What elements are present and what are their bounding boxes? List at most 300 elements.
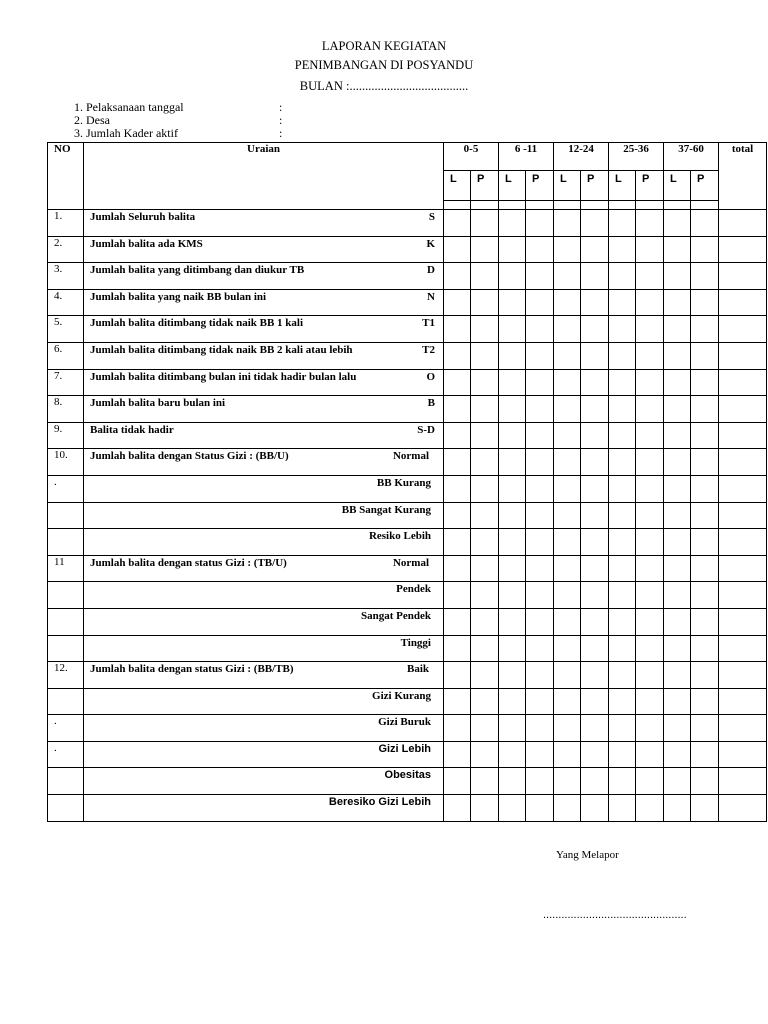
data-cell[interactable]	[719, 529, 767, 556]
data-cell[interactable]	[554, 342, 581, 369]
data-cell[interactable]	[526, 688, 554, 715]
data-cell[interactable]	[526, 768, 554, 795]
data-cell[interactable]	[471, 608, 499, 635]
data-cell[interactable]	[526, 795, 554, 822]
data-cell[interactable]	[664, 475, 691, 502]
data-cell[interactable]	[691, 741, 719, 768]
data-cell[interactable]	[664, 662, 691, 689]
data-cell[interactable]	[581, 449, 609, 476]
data-cell[interactable]	[471, 396, 499, 423]
data-cell[interactable]	[444, 768, 471, 795]
data-cell[interactable]	[609, 662, 636, 689]
data-cell[interactable]	[719, 715, 767, 742]
row-number: 12.	[48, 662, 84, 689]
data-cell[interactable]	[444, 316, 471, 343]
data-cell[interactable]	[471, 369, 499, 396]
data-cell[interactable]	[719, 608, 767, 635]
header-total: total	[719, 143, 767, 210]
data-cell[interactable]	[691, 582, 719, 609]
row-description	[84, 316, 444, 343]
data-cell[interactable]	[526, 475, 554, 502]
data-cell[interactable]	[526, 422, 554, 449]
data-cell[interactable]	[664, 529, 691, 556]
data-cell[interactable]	[609, 555, 636, 582]
data-cell[interactable]	[471, 662, 499, 689]
data-cell[interactable]	[526, 342, 554, 369]
data-cell[interactable]	[499, 688, 526, 715]
row-category: Gizi Lebih	[378, 742, 431, 755]
data-cell[interactable]	[664, 582, 691, 609]
data-cell[interactable]	[609, 502, 636, 529]
data-cell[interactable]	[499, 449, 526, 476]
data-cell[interactable]	[526, 210, 554, 237]
header-age-group: 37-60	[664, 143, 719, 171]
data-cell[interactable]	[609, 795, 636, 822]
data-cell[interactable]	[636, 369, 664, 396]
data-cell[interactable]	[444, 289, 471, 316]
data-cell[interactable]	[526, 582, 554, 609]
data-cell[interactable]	[636, 201, 664, 210]
data-cell[interactable]	[499, 316, 526, 343]
data-cell[interactable]	[444, 422, 471, 449]
data-cell[interactable]	[554, 715, 581, 742]
data-cell[interactable]	[636, 555, 664, 582]
data-cell[interactable]	[636, 715, 664, 742]
data-cell[interactable]	[691, 289, 719, 316]
row-description	[84, 396, 444, 423]
data-cell[interactable]	[664, 236, 691, 263]
data-cell[interactable]	[526, 608, 554, 635]
data-cell[interactable]	[636, 475, 664, 502]
data-cell[interactable]	[636, 316, 664, 343]
data-cell[interactable]	[499, 741, 526, 768]
data-cell[interactable]	[719, 795, 767, 822]
data-cell[interactable]	[581, 662, 609, 689]
data-cell[interactable]	[444, 635, 471, 662]
data-cell[interactable]	[581, 236, 609, 263]
data-cell[interactable]	[471, 316, 499, 343]
row-description	[84, 715, 444, 742]
data-cell[interactable]	[719, 422, 767, 449]
row-code: T2	[422, 343, 435, 356]
data-cell[interactable]	[499, 662, 526, 689]
data-cell[interactable]	[719, 210, 767, 237]
data-cell[interactable]	[719, 688, 767, 715]
data-cell[interactable]	[636, 502, 664, 529]
data-cell[interactable]	[581, 396, 609, 423]
data-cell[interactable]	[609, 210, 636, 237]
data-cell[interactable]	[471, 582, 499, 609]
row-description	[84, 529, 444, 556]
data-cell[interactable]	[499, 396, 526, 423]
data-cell[interactable]	[664, 289, 691, 316]
data-cell[interactable]	[444, 236, 471, 263]
data-cell[interactable]	[499, 289, 526, 316]
data-cell[interactable]	[581, 768, 609, 795]
data-cell[interactable]	[499, 422, 526, 449]
row-code: S-D	[417, 423, 435, 436]
header-sex-label: L	[664, 171, 691, 201]
data-cell[interactable]	[554, 608, 581, 635]
data-cell[interactable]	[581, 555, 609, 582]
header-no: NO	[48, 143, 84, 210]
data-cell[interactable]	[691, 210, 719, 237]
data-cell[interactable]	[471, 236, 499, 263]
data-cell[interactable]	[609, 768, 636, 795]
data-cell[interactable]	[719, 236, 767, 263]
data-cell[interactable]	[636, 529, 664, 556]
data-cell[interactable]	[664, 608, 691, 635]
data-cell[interactable]	[499, 529, 526, 556]
data-cell[interactable]	[471, 422, 499, 449]
data-cell[interactable]	[636, 662, 664, 689]
data-cell[interactable]	[554, 236, 581, 263]
data-cell[interactable]	[581, 316, 609, 343]
data-cell[interactable]	[581, 688, 609, 715]
data-cell[interactable]	[526, 555, 554, 582]
data-cell[interactable]	[691, 449, 719, 476]
data-cell[interactable]	[499, 201, 526, 210]
data-cell[interactable]	[554, 688, 581, 715]
data-cell[interactable]	[609, 582, 636, 609]
data-cell[interactable]	[636, 449, 664, 476]
data-cell[interactable]	[444, 795, 471, 822]
data-cell[interactable]	[554, 201, 581, 210]
row-number: 6.	[48, 342, 84, 369]
data-cell[interactable]	[719, 741, 767, 768]
data-cell[interactable]	[554, 263, 581, 290]
data-cell[interactable]	[636, 741, 664, 768]
data-cell[interactable]	[471, 768, 499, 795]
data-cell[interactable]	[526, 449, 554, 476]
data-cell[interactable]	[609, 369, 636, 396]
data-cell[interactable]	[664, 263, 691, 290]
data-cell[interactable]	[499, 475, 526, 502]
data-cell[interactable]	[691, 688, 719, 715]
data-cell[interactable]	[691, 502, 719, 529]
data-cell[interactable]	[581, 422, 609, 449]
data-cell[interactable]	[526, 635, 554, 662]
data-cell[interactable]	[609, 688, 636, 715]
data-cell[interactable]	[636, 210, 664, 237]
data-cell[interactable]	[499, 795, 526, 822]
data-cell[interactable]	[609, 715, 636, 742]
data-cell[interactable]	[664, 502, 691, 529]
data-cell[interactable]	[609, 289, 636, 316]
data-cell[interactable]	[471, 201, 499, 210]
data-cell[interactable]	[554, 768, 581, 795]
data-cell[interactable]	[664, 210, 691, 237]
data-cell[interactable]	[444, 555, 471, 582]
row-text: Balita tidak hadir	[90, 423, 174, 436]
row-code: S	[428, 211, 435, 223]
data-cell[interactable]	[554, 449, 581, 476]
data-cell[interactable]	[664, 768, 691, 795]
data-cell[interactable]	[636, 342, 664, 369]
row-description	[84, 741, 444, 768]
data-cell[interactable]	[691, 795, 719, 822]
data-cell[interactable]	[581, 502, 609, 529]
data-cell[interactable]	[636, 236, 664, 263]
data-cell[interactable]	[471, 688, 499, 715]
data-cell[interactable]	[581, 795, 609, 822]
data-cell[interactable]	[526, 201, 554, 210]
data-cell[interactable]	[691, 236, 719, 263]
table-row	[48, 263, 767, 290]
data-cell[interactable]	[691, 475, 719, 502]
data-cell[interactable]	[444, 741, 471, 768]
data-cell[interactable]	[581, 210, 609, 237]
data-cell[interactable]	[581, 289, 609, 316]
data-cell[interactable]	[609, 449, 636, 476]
data-cell[interactable]	[581, 342, 609, 369]
data-cell[interactable]	[719, 768, 767, 795]
data-cell[interactable]	[471, 210, 499, 237]
data-cell[interactable]	[444, 582, 471, 609]
data-cell[interactable]	[664, 715, 691, 742]
data-cell[interactable]	[554, 555, 581, 582]
data-cell[interactable]	[609, 263, 636, 290]
data-cell[interactable]	[526, 662, 554, 689]
data-cell[interactable]	[554, 422, 581, 449]
data-cell[interactable]	[719, 263, 767, 290]
data-cell[interactable]	[499, 236, 526, 263]
data-cell[interactable]	[691, 263, 719, 290]
data-cell[interactable]	[609, 396, 636, 423]
data-cell[interactable]	[444, 201, 471, 210]
data-cell[interactable]	[554, 662, 581, 689]
data-cell[interactable]	[581, 475, 609, 502]
data-cell[interactable]	[719, 635, 767, 662]
header-sex-label: L	[554, 171, 581, 201]
data-cell[interactable]	[471, 502, 499, 529]
data-cell[interactable]	[691, 316, 719, 343]
table-row	[48, 502, 767, 529]
data-cell[interactable]	[609, 608, 636, 635]
data-cell[interactable]	[499, 502, 526, 529]
data-cell[interactable]	[581, 741, 609, 768]
data-cell[interactable]	[581, 263, 609, 290]
data-cell[interactable]	[499, 608, 526, 635]
data-cell[interactable]	[664, 422, 691, 449]
data-cell[interactable]	[581, 608, 609, 635]
header-sex-label: P	[581, 171, 609, 201]
data-cell[interactable]	[719, 662, 767, 689]
data-cell[interactable]	[581, 201, 609, 210]
data-cell[interactable]	[499, 555, 526, 582]
data-cell[interactable]	[444, 529, 471, 556]
data-cell[interactable]	[444, 210, 471, 237]
data-cell[interactable]	[636, 289, 664, 316]
data-cell[interactable]	[444, 449, 471, 476]
data-cell[interactable]	[609, 475, 636, 502]
data-cell[interactable]	[636, 422, 664, 449]
data-cell[interactable]	[719, 475, 767, 502]
data-cell[interactable]	[581, 635, 609, 662]
data-cell[interactable]	[554, 502, 581, 529]
data-cell[interactable]	[609, 422, 636, 449]
data-cell[interactable]	[664, 316, 691, 343]
data-cell[interactable]	[691, 608, 719, 635]
data-cell[interactable]	[691, 768, 719, 795]
data-cell[interactable]	[609, 236, 636, 263]
data-cell[interactable]	[719, 502, 767, 529]
data-cell[interactable]	[664, 688, 691, 715]
data-cell[interactable]	[719, 582, 767, 609]
data-cell[interactable]	[554, 316, 581, 343]
data-cell[interactable]	[499, 715, 526, 742]
data-cell[interactable]	[471, 555, 499, 582]
data-cell[interactable]	[636, 795, 664, 822]
data-cell[interactable]	[719, 555, 767, 582]
data-cell[interactable]	[554, 210, 581, 237]
row-description	[84, 555, 444, 582]
data-cell[interactable]	[691, 529, 719, 556]
data-cell[interactable]	[636, 582, 664, 609]
data-cell[interactable]	[581, 369, 609, 396]
data-cell[interactable]	[554, 635, 581, 662]
data-cell[interactable]	[636, 396, 664, 423]
data-cell[interactable]	[554, 369, 581, 396]
data-cell[interactable]	[471, 635, 499, 662]
data-cell[interactable]	[471, 475, 499, 502]
data-cell[interactable]	[691, 635, 719, 662]
data-cell[interactable]	[609, 201, 636, 210]
data-cell[interactable]	[609, 635, 636, 662]
data-cell[interactable]	[664, 369, 691, 396]
data-cell[interactable]	[444, 715, 471, 742]
header-sex-label: P	[691, 171, 719, 201]
data-cell[interactable]	[526, 741, 554, 768]
data-cell[interactable]	[636, 608, 664, 635]
data-cell[interactable]	[664, 201, 691, 210]
data-cell[interactable]	[664, 449, 691, 476]
header-sex-label: P	[636, 171, 664, 201]
table-row	[48, 768, 767, 795]
row-number	[48, 608, 84, 635]
data-cell[interactable]	[499, 210, 526, 237]
data-cell[interactable]	[444, 662, 471, 689]
data-cell[interactable]	[664, 795, 691, 822]
data-cell[interactable]	[471, 263, 499, 290]
data-cell[interactable]	[719, 369, 767, 396]
data-cell[interactable]	[526, 289, 554, 316]
data-cell[interactable]	[444, 688, 471, 715]
data-cell[interactable]	[581, 582, 609, 609]
data-cell[interactable]	[691, 662, 719, 689]
data-cell[interactable]	[636, 688, 664, 715]
data-cell[interactable]	[526, 715, 554, 742]
table-row	[48, 529, 767, 556]
data-cell[interactable]	[471, 529, 499, 556]
row-number: 1.	[48, 210, 84, 237]
data-cell[interactable]	[499, 582, 526, 609]
data-cell[interactable]	[664, 741, 691, 768]
row-text: Jumlah balita ditimbang tidak naik BB 2 kali atau lebih	[90, 343, 353, 356]
data-cell[interactable]	[444, 342, 471, 369]
data-cell[interactable]	[499, 342, 526, 369]
data-cell[interactable]	[499, 369, 526, 396]
data-cell[interactable]	[664, 396, 691, 423]
data-cell[interactable]	[719, 342, 767, 369]
data-cell[interactable]	[664, 555, 691, 582]
data-cell[interactable]	[444, 369, 471, 396]
data-cell[interactable]	[609, 316, 636, 343]
data-cell[interactable]	[471, 342, 499, 369]
data-cell[interactable]	[581, 715, 609, 742]
data-cell[interactable]	[609, 741, 636, 768]
row-category: Resiko Lebih	[368, 530, 431, 543]
data-cell[interactable]	[471, 449, 499, 476]
data-cell[interactable]	[719, 396, 767, 423]
data-cell[interactable]	[526, 396, 554, 423]
table-header-row	[48, 143, 767, 171]
data-cell[interactable]	[444, 502, 471, 529]
data-cell[interactable]	[691, 715, 719, 742]
data-cell[interactable]	[526, 369, 554, 396]
data-cell[interactable]	[471, 715, 499, 742]
data-cell[interactable]	[526, 236, 554, 263]
data-cell[interactable]	[691, 342, 719, 369]
data-cell[interactable]	[554, 529, 581, 556]
data-cell[interactable]	[499, 635, 526, 662]
table-row	[48, 555, 767, 582]
data-cell[interactable]	[691, 369, 719, 396]
data-cell[interactable]	[444, 396, 471, 423]
data-cell[interactable]	[554, 475, 581, 502]
data-cell[interactable]	[526, 263, 554, 290]
data-cell[interactable]	[636, 635, 664, 662]
header-age-group: 12-24	[554, 143, 609, 171]
table-row	[48, 795, 767, 822]
data-cell[interactable]	[499, 768, 526, 795]
data-cell[interactable]	[581, 529, 609, 556]
data-cell[interactable]	[719, 316, 767, 343]
data-cell[interactable]	[691, 201, 719, 210]
row-description	[84, 422, 444, 449]
data-cell[interactable]	[499, 263, 526, 290]
data-cell[interactable]	[471, 795, 499, 822]
data-cell[interactable]	[636, 263, 664, 290]
data-cell[interactable]	[719, 289, 767, 316]
data-cell[interactable]	[554, 396, 581, 423]
row-text: Jumlah balita dengan status Gizi : (TB/U)	[90, 556, 287, 569]
data-cell[interactable]	[691, 396, 719, 423]
data-cell[interactable]	[691, 555, 719, 582]
data-cell[interactable]	[444, 263, 471, 290]
data-cell[interactable]	[554, 795, 581, 822]
data-cell[interactable]	[554, 289, 581, 316]
data-cell[interactable]	[444, 608, 471, 635]
data-cell[interactable]	[471, 289, 499, 316]
data-cell[interactable]	[471, 741, 499, 768]
data-cell[interactable]	[609, 342, 636, 369]
data-cell[interactable]	[554, 582, 581, 609]
info-colon: :	[279, 113, 283, 127]
data-cell[interactable]	[636, 768, 664, 795]
data-cell[interactable]	[526, 502, 554, 529]
data-cell[interactable]	[609, 529, 636, 556]
data-cell[interactable]	[719, 449, 767, 476]
data-cell[interactable]	[691, 422, 719, 449]
data-cell[interactable]	[664, 342, 691, 369]
data-cell[interactable]	[526, 316, 554, 343]
data-cell[interactable]	[526, 529, 554, 556]
data-cell[interactable]	[444, 475, 471, 502]
data-cell[interactable]	[554, 741, 581, 768]
data-cell[interactable]	[664, 635, 691, 662]
header-age-group: 6 -11	[499, 143, 554, 171]
